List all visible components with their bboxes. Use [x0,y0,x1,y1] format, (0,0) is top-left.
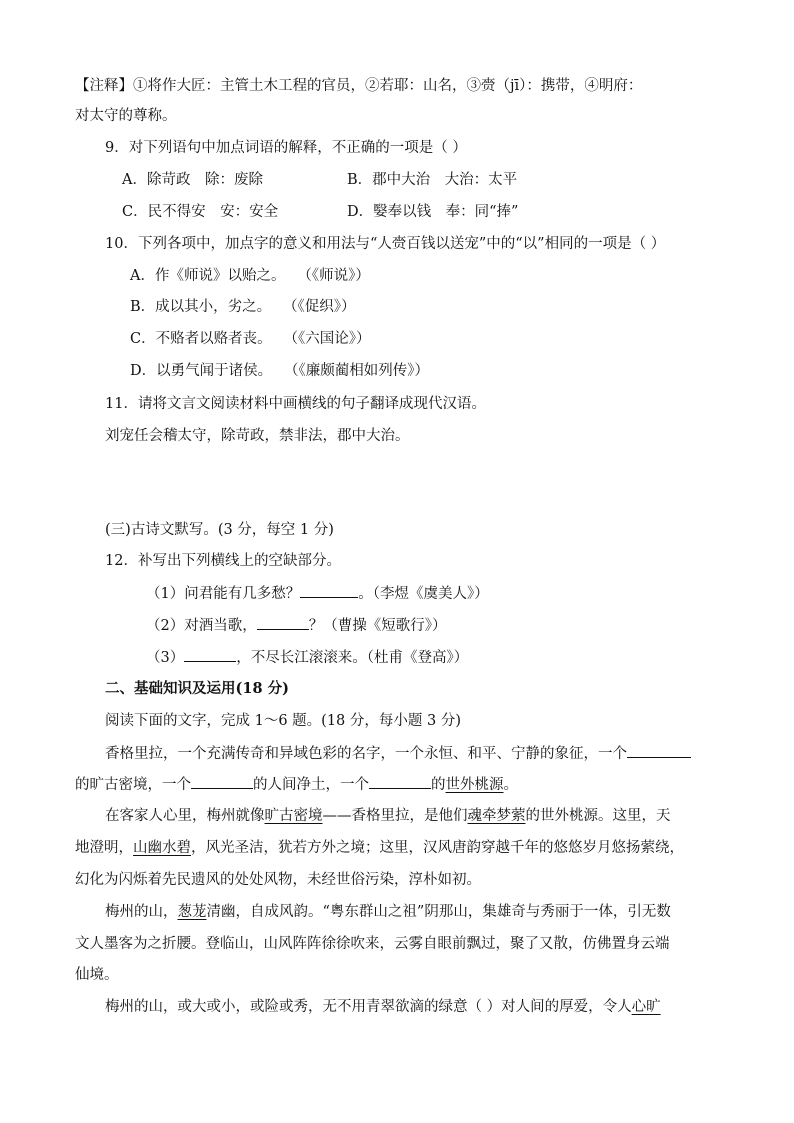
underlined-phrase-conglong: 葱茏 [177,904,207,920]
question-10-option-c: C．不赂者以赂者丧。 （《六国论》） [130,331,371,347]
question-12-item-2 [146,615,446,636]
p1b-text-5: 。 [503,777,518,793]
passage-p2-line-2 [75,838,684,858]
passage-p3-line-2: 文人墨客为之折腰。登临山，山风阵阵徐徐吹来，云雾自眼前飘过，聚了又散，仿佛置身云端 [75,936,670,952]
question-11-stem: 11．请将文言文阅读材料中画横线的句子翻译成现代汉语。 [105,396,486,412]
part-2-title: 二、基础知识及运用(18 分) [105,680,289,697]
answer-blank-3[interactable] [184,647,236,662]
question-9-option-a: A．除苛政 除：废除 [122,172,263,188]
question-9-stem: 9．对下列语句中加点词语的解释，不正确的一项是（ ） [105,140,467,156]
passage-p2-line-3: 幻化为闪烁着先民遗风的处处风物，未经世俗污染，淳朴如初。 [75,872,481,888]
item-1-prefix: （1）问君能有几多愁？ [146,586,301,602]
p1b-text-2: 的人间净土，一个 [253,777,369,793]
p1-text: 香格里拉，一个充满传奇和异域色彩的名字，一个永恒、和平、宁静的象征，一个 [105,746,627,762]
passage-blank-2[interactable] [191,774,253,789]
passage-blank-3[interactable] [369,774,431,789]
question-9-option-d: D．嫛奉以钱 奉：同“捧” [347,204,519,220]
p2b-text-3: ，风光圣洁，犹若方外之境；这里，汉风唐韵穿越千年的悠悠岁月悠扬萦绕， [191,840,684,856]
passage-blank-1[interactable] [627,743,691,758]
item-3-suffix: ，不尽长江滚滚来。（杜甫《登高》） [236,650,469,666]
annotation-line-2: 对太守的尊称。 [75,108,177,124]
underlined-phrase-kuanggumijing: 旷古密境 [264,808,323,824]
item-2-prefix: （2）对酒当歌， [146,618,257,634]
p2a-text-1: 在客家人心里，梅州就像 [105,808,265,824]
question-10-stem: 10．下列各项中，加点字的意义和用法与“人赍百钱以送宠”中的“以”相同的一项是（ ） [105,236,666,252]
item-3-prefix: （3） [146,650,185,666]
passage-p3-line-1 [105,902,671,922]
question-11-sentence: 刘宠任会稽太守，除苛政，禁非法，郡中大治。 [105,428,410,444]
underlined-phrase-shanyoushuibi: 山幽水碧 [133,840,191,856]
passage-p3-line-3: 仙境。 [75,967,119,983]
p1b-text-1: 的旷古密境，一个 [75,777,191,793]
passage-p4-line-1 [105,997,661,1017]
answer-blank-2[interactable] [257,615,309,630]
answer-blank-1[interactable] [300,583,358,598]
item-2-suffix: ？（曹操《短歌行》） [308,618,447,634]
p3a-text-1: 梅州的山， [105,904,178,920]
item-1-suffix: 。（李煜《虞美人》） [358,586,489,602]
p2a-text-5: 的世外桃源。这里，天 [525,808,671,824]
passage-p1-line-1 [105,743,691,764]
question-9-option-b: B．郡中大治 大治：太平 [347,172,518,188]
section-3-title: (三)古诗文默写。(3 分，每空 1 分) [105,522,334,538]
p4-text-1: 梅州的山，或大或小，或险或秀，无不用青翠欲滴的绿意（ ）对人间的厚爱，令人 [105,999,632,1015]
part-2-intro: 阅读下面的文字，完成 1～6 题。(18 分，每小题 3 分) [105,713,461,729]
underlined-phrase-hunqianmengying: 魂牵梦萦 [467,808,526,824]
p3a-text-3: 清幽，自成风韵。“粤东群山之祖”阴那山，集雄奇与秀丽于一体，引无数 [206,904,671,920]
question-12-item-1 [146,583,489,604]
question-12-item-3 [146,647,468,668]
question-10-option-d: D．以勇气闻于诸侯。 （《廉颇蔺相如列传》） [130,363,429,379]
passage-p1-line-2 [75,774,518,795]
passage-p2-line-1 [105,806,671,826]
question-10-option-a: A．作《师说》以贻之。 （《师说》） [130,268,370,284]
question-12-stem: 12．补写出下列横线上的空缺部分。 [105,553,341,569]
p1b-text-3: 的 [431,777,446,793]
question-9-option-c: C．民不得安 安：安全 [122,204,279,220]
p2a-text-3: ——香格里拉，是他们 [322,808,468,824]
annotation-line-1: 【注释】①将作大匠：主管土木工程的官员，②若耶：山名，③赍（jī）：携带，④明府： [75,78,643,94]
question-10-option-b: B．成以其小，劣之。 （《促织》） [130,299,356,315]
p2b-text-1: 地澄明， [75,840,133,856]
underlined-phrase-shiwaitaoyuan: 世外桃源 [445,777,504,793]
underlined-phrase-xinkuang: 心旷 [631,999,661,1015]
